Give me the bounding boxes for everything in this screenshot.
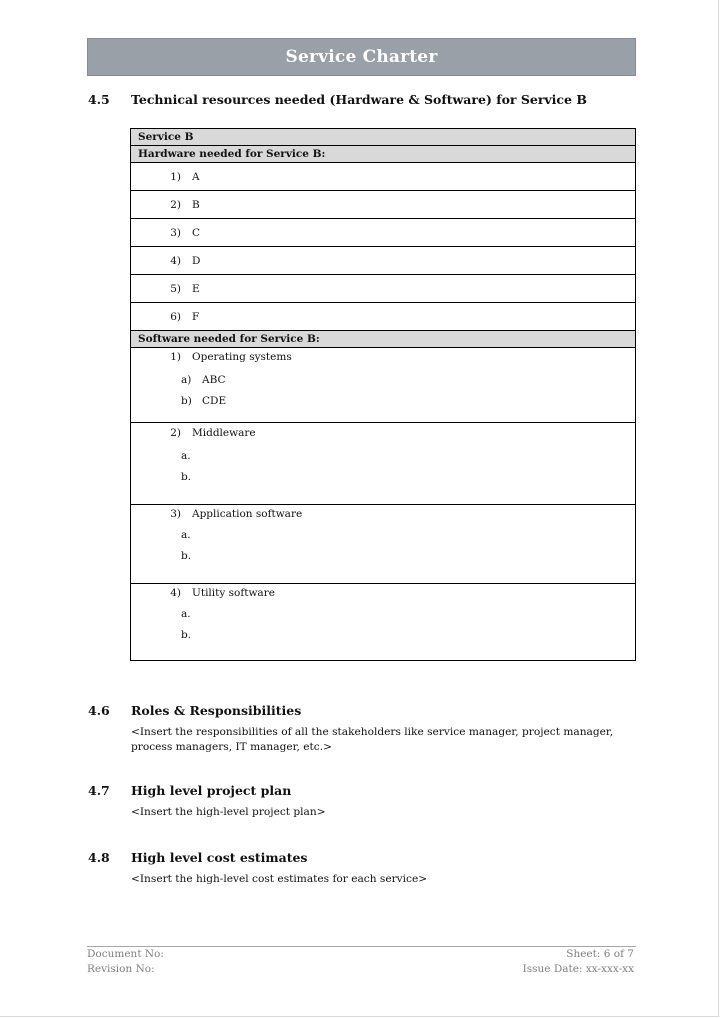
section-title: High level project plan xyxy=(131,783,292,798)
sub-letter: b) xyxy=(181,394,192,407)
list-number: 4) xyxy=(170,586,181,599)
software-subitem xyxy=(131,603,635,624)
list-number: 1) xyxy=(170,350,181,363)
software-subitem xyxy=(131,369,635,390)
software-subitem xyxy=(131,445,635,466)
hardware-item xyxy=(131,227,635,239)
list-number: 2) xyxy=(170,198,181,211)
list-label: Middleware xyxy=(192,426,256,439)
software-subitem xyxy=(131,390,635,411)
list-number: 3) xyxy=(170,507,181,520)
list-number: 3) xyxy=(170,226,181,239)
sub-letter: a. xyxy=(181,528,191,541)
footer-divider xyxy=(87,946,636,947)
list-label: F xyxy=(192,310,200,323)
list-number: 4) xyxy=(170,254,181,267)
software-subitem xyxy=(131,624,635,645)
table-title-row xyxy=(131,129,636,146)
software-item xyxy=(131,348,635,365)
section-title: High level cost estimates xyxy=(131,850,308,865)
footer-sheet: Sheet: 6 of 7 xyxy=(566,948,634,960)
hardware-item xyxy=(131,171,635,183)
list-number: 5) xyxy=(170,282,181,295)
list-number: 1) xyxy=(170,170,181,183)
header-bar xyxy=(87,38,636,76)
resources-table xyxy=(130,128,636,661)
software-subitem xyxy=(131,545,635,566)
table-row xyxy=(131,163,636,191)
software-item xyxy=(131,584,635,601)
hardware-item xyxy=(131,199,635,211)
hardware-header: Hardware needed for Service B: xyxy=(131,146,636,163)
list-number: 2) xyxy=(170,426,181,439)
list-label: B xyxy=(192,198,200,211)
footer-revision-no: Revision No: xyxy=(87,963,155,975)
list-number: 6) xyxy=(170,310,181,323)
section-number: 4.5 xyxy=(88,92,110,107)
sub-letter: a. xyxy=(181,449,191,462)
list-label: Application software xyxy=(192,507,303,520)
sub-letter: b. xyxy=(181,628,192,641)
section-number: 4.6 xyxy=(88,703,110,718)
list-label: E xyxy=(192,282,200,295)
list-label: D xyxy=(192,254,201,267)
section-body: <Insert the high-level project plan> xyxy=(131,806,326,818)
table-row xyxy=(131,348,636,423)
list-label: Utility software xyxy=(192,586,275,599)
section-body: <Insert the high-level cost estimates for each service> xyxy=(131,873,428,885)
software-item xyxy=(131,505,635,522)
section-number: 4.8 xyxy=(88,850,110,865)
list-label: A xyxy=(192,170,200,183)
list-label: Operating systems xyxy=(192,350,292,363)
hardware-item xyxy=(131,255,635,267)
software-subitem xyxy=(131,466,635,487)
hardware-item xyxy=(131,311,635,323)
table-row xyxy=(131,191,636,219)
section-body: <Insert the responsibilities of all the stakeholders like service manager, project manager, process managers, IT manager, etc.> xyxy=(131,726,614,753)
table-row xyxy=(131,275,636,303)
software-item xyxy=(131,424,635,441)
sub-letter: b. xyxy=(181,549,192,562)
table-row xyxy=(131,584,636,661)
software-header-row xyxy=(131,331,636,348)
software-header: Software needed for Service B: xyxy=(131,331,636,348)
sub-label: ABC xyxy=(202,373,226,386)
table-row xyxy=(131,423,636,505)
list-label: C xyxy=(192,226,201,239)
table-row xyxy=(131,219,636,247)
hardware-header-row xyxy=(131,146,636,163)
table-row xyxy=(131,303,636,331)
sub-label: CDE xyxy=(202,394,227,407)
section-title: Technical resources needed (Hardware & Software) for Service B xyxy=(131,92,587,107)
section-number: 4.7 xyxy=(88,783,110,798)
hardware-item xyxy=(131,283,635,295)
sub-letter: a) xyxy=(181,373,192,386)
section-title: Roles & Responsibilities xyxy=(131,703,302,718)
table-row xyxy=(131,505,636,584)
footer-document-no: Document No: xyxy=(87,948,164,960)
table-title: Service B xyxy=(131,129,636,146)
sub-letter: a. xyxy=(181,607,191,620)
document-title: Service Charter xyxy=(285,47,438,67)
software-subitem xyxy=(131,524,635,545)
footer-issue-date: Issue Date: xx-xxx-xx xyxy=(522,963,634,975)
sub-letter: b. xyxy=(181,470,192,483)
table-row xyxy=(131,247,636,275)
